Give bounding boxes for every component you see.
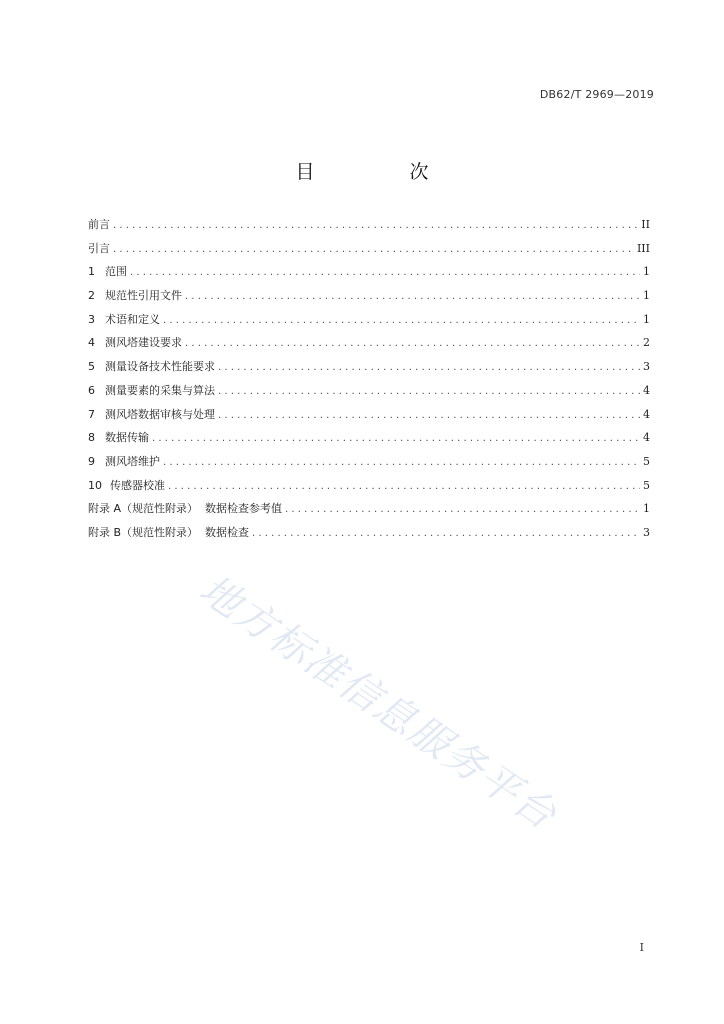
toc-entry-number: 4: [88, 336, 95, 350]
toc-leader-dots: [218, 385, 640, 399]
page-number: I: [639, 941, 644, 954]
toc-entry-number: 10: [88, 478, 102, 492]
toc-leader-dots: [218, 409, 640, 423]
toc-entry-page: 1: [643, 289, 650, 303]
toc-entry-2[interactable]: [88, 289, 650, 313]
toc-entry-page: 2: [643, 336, 650, 350]
page-title: 目 次: [295, 161, 467, 183]
toc-entry-number: 1: [88, 265, 95, 279]
toc-leader-dots: [285, 503, 640, 517]
toc-leader-dots: [168, 480, 640, 494]
toc-entry-number: 6: [88, 383, 95, 397]
toc-entry-6[interactable]: [88, 384, 650, 408]
toc-entry-label: 测风塔建设要求: [105, 336, 182, 350]
toc-entry-number: 2: [88, 289, 95, 303]
toc-entry-label: 测量设备技术性能要求: [105, 360, 215, 374]
toc-entry-label: 测风塔维护: [105, 454, 160, 468]
toc-entry-foreword[interactable]: [88, 218, 650, 242]
toc-entry-label: 前言: [88, 218, 110, 231]
toc-leader-dots: [252, 527, 640, 541]
toc-entry-label: 测量要素的采集与算法: [105, 383, 215, 397]
toc-leader-dots: [163, 456, 640, 470]
toc-entry-introduction[interactable]: [88, 242, 650, 266]
toc-entry-label: 术语和定义: [105, 312, 160, 326]
toc-entry-3[interactable]: [88, 313, 650, 337]
toc-leader-dots: [152, 432, 640, 446]
toc-entry-page: 3: [643, 525, 650, 539]
watermark: 地方标准信息服务平台: [191, 566, 566, 840]
toc-leader-dots: [163, 314, 640, 328]
toc-entry-number: 9: [88, 454, 95, 468]
toc-leader-dots: [130, 266, 640, 280]
standard-code: DB62/T 2969—2019: [539, 88, 654, 101]
toc-entry-appendix-a[interactable]: [88, 502, 650, 526]
toc-entry-page: 1: [643, 312, 650, 326]
toc-entry-8[interactable]: [88, 431, 650, 455]
toc-entry-number: 5: [88, 360, 95, 374]
table-of-contents: [88, 218, 650, 550]
toc-entry-page: 5: [643, 454, 650, 468]
toc-entry-9[interactable]: [88, 455, 650, 479]
toc-leader-dots: [185, 290, 640, 304]
toc-entry-page: 1: [643, 502, 650, 516]
toc-leader-dots: [185, 337, 640, 351]
toc-entry-page: 4: [643, 383, 650, 397]
toc-entry-label: 测风塔数据审核与处理: [105, 407, 215, 421]
toc-entry-page: 5: [643, 478, 650, 492]
toc-entry-label: 范围: [105, 265, 127, 279]
toc-entry-label: 引言: [88, 241, 110, 255]
toc-entry-1[interactable]: [88, 265, 650, 289]
toc-entry-number: 7: [88, 407, 95, 421]
toc-entry-label: 规范性引用文件: [105, 289, 182, 303]
toc-entry-page: 1: [643, 265, 650, 279]
toc-entry-page: III: [636, 241, 650, 255]
toc-entry-label: 数据传输: [105, 431, 149, 445]
toc-entry-page: 4: [643, 431, 650, 445]
toc-entry-5[interactable]: [88, 360, 650, 384]
toc-entry-7[interactable]: [88, 408, 650, 432]
toc-leader-dots: [218, 361, 640, 375]
toc-entry-4[interactable]: [88, 336, 650, 360]
toc-entry-label: 附录 A（规范性附录） 数据检查参考值: [88, 502, 283, 516]
toc-leader-dots: [113, 243, 634, 257]
toc-entry-10[interactable]: [88, 479, 650, 503]
toc-entry-label: 传感器校准: [110, 478, 165, 492]
toc-entry-appendix-b[interactable]: [88, 526, 650, 550]
toc-entry-page: 4: [643, 407, 650, 421]
toc-entry-number: 8: [88, 431, 95, 445]
toc-entry-page: 3: [643, 360, 650, 374]
toc-entry-label: 附录 B（规范性附录） 数据检查: [88, 525, 250, 539]
toc-entry-page: II: [641, 218, 650, 231]
toc-entry-number: 3: [88, 312, 95, 326]
toc-leader-dots: [113, 219, 638, 233]
